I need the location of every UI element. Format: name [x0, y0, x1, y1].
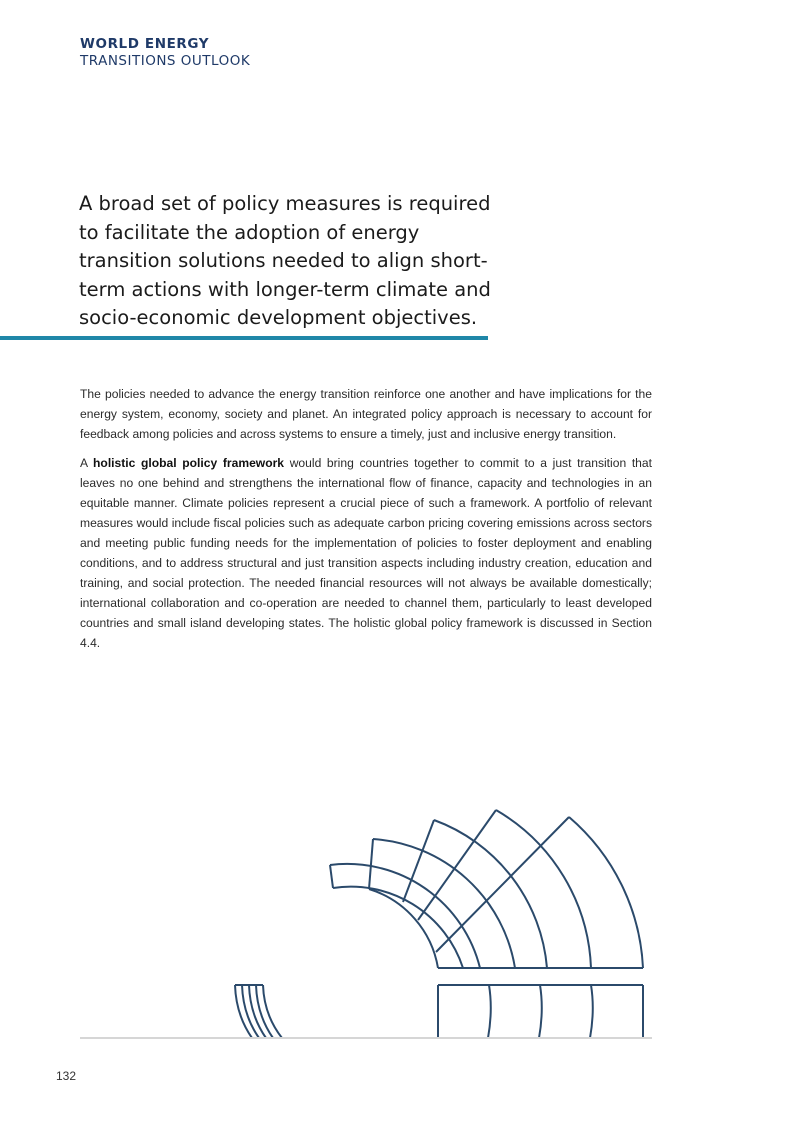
illustration-lower-curve-2: [539, 985, 542, 1038]
body-text: [80, 384, 652, 662]
illustration-lower-curve-1: [488, 985, 491, 1038]
illustration-arcs: [235, 810, 643, 1038]
paragraph-2-emphasis: holistic global policy framework: [93, 456, 285, 470]
illustration-spoke-3: [403, 820, 434, 902]
illustration-arc-6: [333, 887, 463, 968]
page-number: 132: [56, 1069, 77, 1083]
footer-rule: [80, 1037, 652, 1039]
paragraph-2-rest: would bring countries together to commit to a just transition that leaves no one behind and strengthens the international flow of finance, capacity and technologies in an equitable manner. Climate policies represent a crucial piece of such a framework. A portfolio of relevant measures would include fiscal policies such as adequate carbon pricing covering emissions across sectors and meeting public funding needs for the implementation of policies to foster deployment and enabling conditions, and to address structural and just transition aspects including industry creation, education and training, and social protection. The needed financial resources will not always be available domestically; international collaboration and co-operation are needed to channel them, particularly to least developed countries and small island developing states. The holistic global policy framework is discussed in Section 4.4.: [80, 456, 652, 650]
illustration-spoke-4: [369, 839, 373, 889]
report-brand-title: WORLD ENERGY: [80, 36, 210, 52]
body-paragraph-2: [80, 453, 652, 653]
illustration-small-arc-5: [263, 985, 282, 1038]
parliament-arc-illustration: [0, 790, 803, 1040]
report-header: [80, 36, 250, 70]
paragraph-2-lead: A: [80, 456, 94, 470]
illustration-lower-curve-3: [590, 985, 593, 1038]
section-headline: A broad set of policy measures is required to facilitate the adoption of energy transition solutions needed to align short-term actions with longer-term climate and socio-economic development objectives.: [79, 192, 491, 330]
report-brand-subtitle: TRANSITIONS OUTLOOK: [80, 53, 251, 69]
illustration-spoke-1: [436, 817, 569, 952]
illustration-outer-arc: [569, 817, 643, 968]
illustration-arc-3: [434, 820, 547, 968]
headline-accent-rule: [0, 336, 488, 340]
illustration-spoke-5: [330, 865, 333, 888]
body-paragraph-1: The policies needed to advance the energy transition reinforce one another and have implications for the energy system, economy, society and planet. An integrated policy approach is necessary to account for feedback among policies and across systems to ensure a timely, just and inclusive energy transition.: [80, 387, 652, 441]
